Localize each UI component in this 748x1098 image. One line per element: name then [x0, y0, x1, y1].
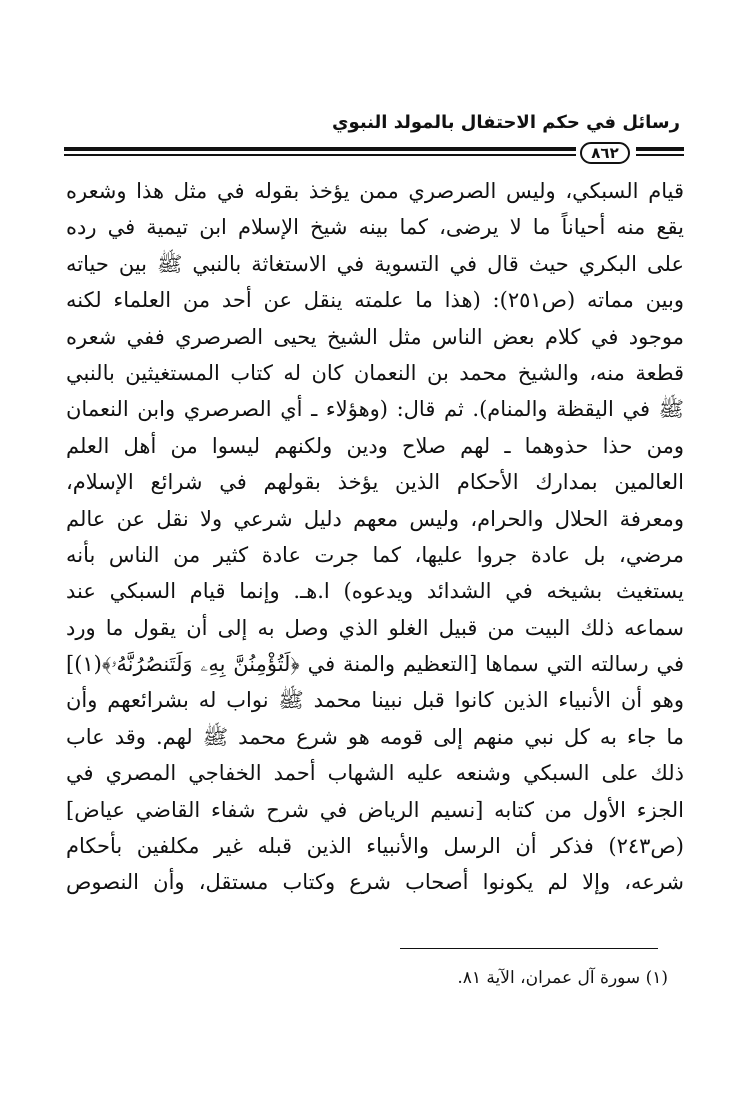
text-line: العالمين بمدارك الأحكام الذين يؤخذ بقولهم في شرائع الإسلام، — [66, 470, 684, 495]
footnote: (١) سورة آل عمران، الآية ٨١. — [457, 968, 668, 988]
text-line: في رسالته التي سماها [التعظيم والمنة في ﴿لَتُؤْمِنُنَّ بِهِۦ وَلَتَنصُرُنَّهُۥ﴾(١)] — [66, 652, 684, 677]
text-line: قطعة منه، والشيخ محمد بن النعمان كان له كتاب المستغيثين بالنبي — [66, 360, 684, 385]
text-line: ما جاء به كل نبي منهم إلى قومه هو شرع محمد ﷺ لهم. وقد عاب — [66, 724, 684, 749]
text-line: ﷺ في اليقظة والمنام). ثم قال: (وهؤلاء ـ أي الصرصري وابن النعمان — [66, 397, 684, 422]
text-line: ذلك على السبكي وشنعه عليه الشهاب أحمد الخفاجي المصري في — [66, 761, 684, 786]
header-rule-thin-line — [64, 154, 576, 156]
text-line: (ص٢٤٣) فذكر أن الرسل والأنبياء الذين قبله غير مكلفين بأحكام — [66, 834, 684, 859]
running-header-title: رسائل في حكم الاحتفال بالمولد النبوي — [332, 112, 680, 133]
text-line: الجزء الأول من كتابه [نسيم الرياض في شرح شفاء القاضي عياض] — [66, 797, 684, 822]
main-text — [66, 173, 684, 901]
text-line: وهو أن الأنبياء الذين كانوا قبل نبينا محمد ﷺ نواب له بشرائعهم وأن — [66, 688, 684, 713]
text-line: يقع منه أحياناً ما لا يرضى، كما بينه شيخ الإسلام ابن تيمية في رده — [66, 215, 684, 240]
text-line: على البكري حيث قال في التسوية في الاستغاثة بالنبي ﷺ بين حياته — [66, 251, 684, 276]
header-rule — [64, 142, 684, 168]
text-line: يستغيث بشيخه في الشدائد ويدعوه) ا.هـ. وإنما قيام السبكي عند — [66, 579, 684, 604]
text-line: شرعه، وإلا لم يكونوا أصحاب شرع وكتاب مستقل، وأن النصوص — [66, 870, 684, 895]
text-line: موجود في كلام بعض الناس مثل الشيخ يحيى الصرصري ففي شعره — [66, 324, 684, 349]
header-rule-thick-line — [64, 147, 576, 151]
text-line: ومن حذا حذوهما ـ لهم صلاح ودين ولكنهم ليسوا من أهل العلم — [66, 433, 684, 458]
page-number-badge: ٨٦٢ — [580, 142, 630, 164]
footnote-divider — [400, 948, 658, 949]
header-rule-stub-thick — [636, 147, 684, 151]
text-line: مرضي، بل عادة جروا عليها، كما جرت عادة كثير من الناس بأنه — [66, 542, 684, 567]
text-line: سماعه ذلك البيت من قبيل الغلو الذي وصل به إلى أن يقول ما ورد — [66, 615, 684, 640]
header-rule-stub-thin — [636, 154, 684, 156]
text-line: ومعرفة الحلال والحرام، وليس معهم دليل شرعي ولا نقل عن عالم — [66, 506, 684, 531]
text-line: قيام السبكي، وليس الصرصري ممن يؤخذ بقوله في مثل هذا وشعره — [66, 179, 684, 203]
text-line: وبين مماته (ص٢٥١): (هذا ما علمته ينقل عن أحد من العلماء لكنه — [66, 288, 684, 313]
